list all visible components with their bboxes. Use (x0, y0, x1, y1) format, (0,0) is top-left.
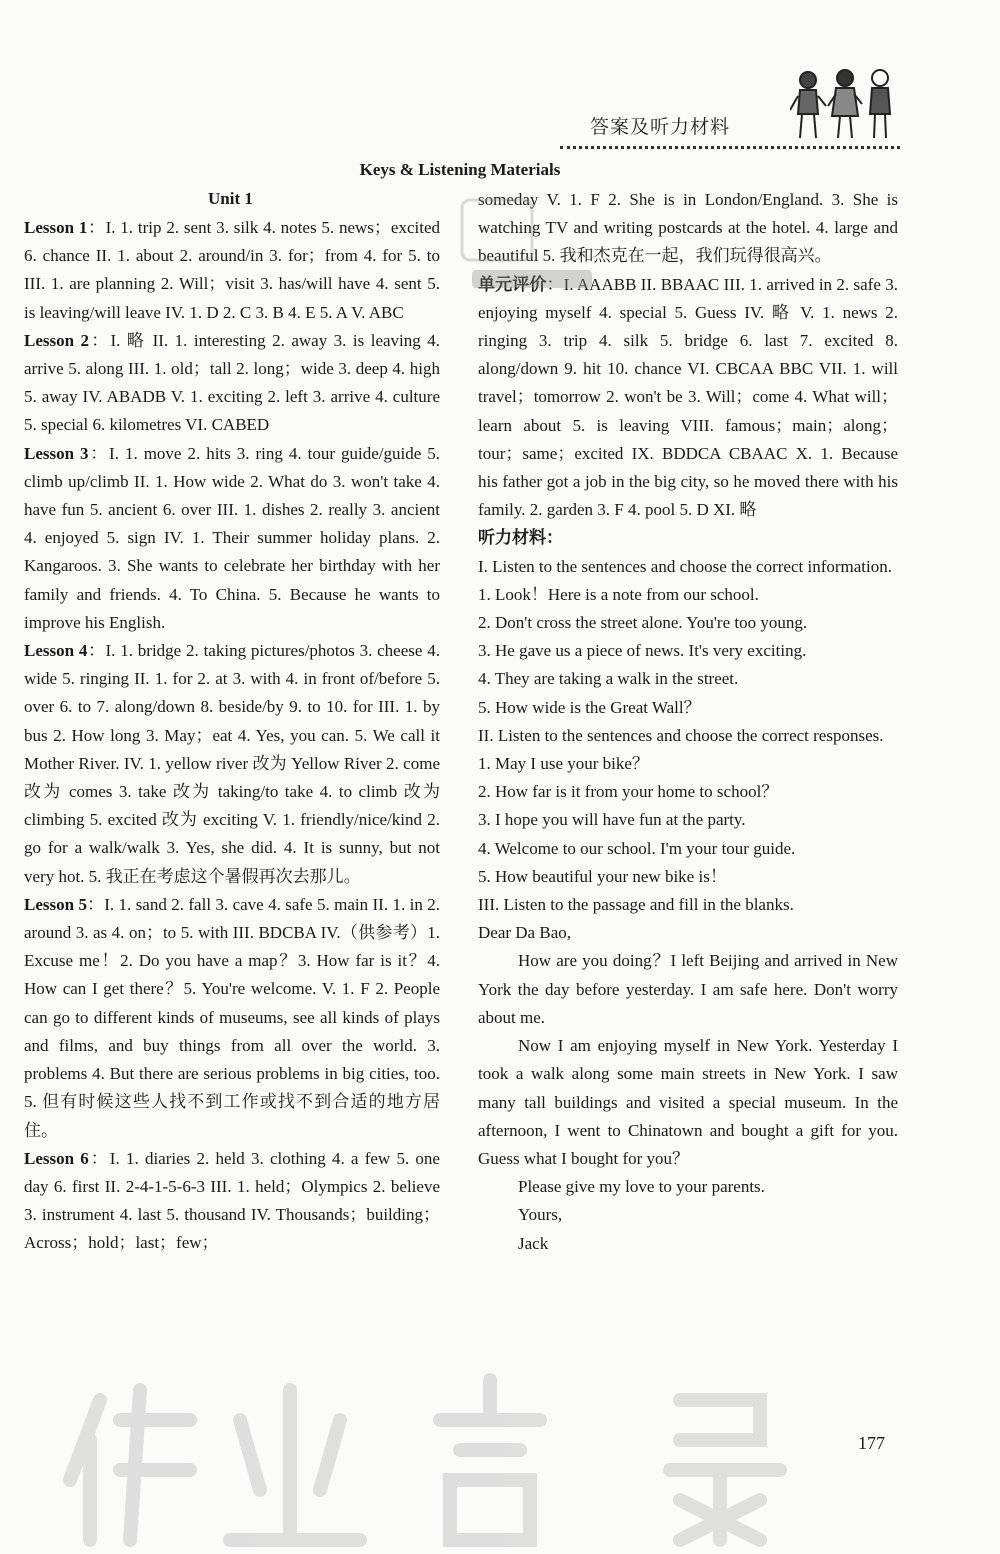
letter-paragraph: Now I am enjoying myself in New York. Yesterday I took a walk along some main streets in New York. I saw many tall buildings and visited a special museum. In the afternoon, I went to Chinatown and bought a gift for you. Guess what I bought for you？ (478, 1036, 898, 1168)
lesson-answers: ：I. 1. move 2. hits 3. ring 4. tour guide/guide 5. climb up/climb II. 1. How wide 2. What do 3. won't take 4. have fun 5. ancient 6. over III. 1. dishes 2. really 3. ancient 4. enjoyed 5. sign IV. 1. Their summer holiday plans. 2. Kangaroos. 3. She wants to celebrate her birthday with her family and friends. 4. To China. 5. Because he wants to improve his English. (24, 443, 440, 632)
lesson-answers: ：I. 1. bridge 2. taking pictures/photos 3. cheese 4. wide 5. ringing II. 1. for 2. at 3. with 4. in front of/before 5. over 6. to 7. along/down 8. beside/by 9. to 10. for III. 1. by bus 2. How long 3. May；eat 4. Yes, you can. 5. We call it Mother River. IV. 1. yellow river 改为 Yellow River 2. come 改为 comes 3. take 改为 taking/to take 4. to climb 改为 climbing 5. excited 改为 exciting V. 1. friendly/nice/kind 2. go for a walk/walk 3. Yes, she did. 4. It is sunny, but not very hot. 5. 我正在考虑这个暑假再次去那儿。 (24, 641, 440, 886)
unit-review (478, 271, 898, 525)
section-intro: III. Listen to the passage and fill in the blanks. (478, 895, 794, 915)
section-intro: II. Listen to the sentences and choose the correct responses. (478, 725, 884, 745)
listening-item: 4. They are taking a walk in the street. (478, 669, 739, 689)
lesson-entry (24, 327, 440, 440)
listening-item: 3. He gave us a piece of news. It's very exciting. (478, 641, 807, 661)
lesson-label: Lesson 5 (24, 894, 87, 914)
listening-item: 2. Don't cross the street alone. You're too young. (478, 613, 808, 633)
letter-closing: Yours, (518, 1205, 563, 1225)
letter-signature: Jack (518, 1233, 549, 1253)
lesson-answers: ：I. 1. diaries 2. held 3. clothing 4. a few 5. one day 6. first II. 2-4-1-5-6-3 III. 1. held；Olympics 2. believe 3. instrument 4. last 5. thousand IV. Thousands；building；Across；hold；last；few； (24, 1148, 440, 1253)
listening-item: 5. How wide is the Great Wall？ (478, 697, 701, 717)
lesson-answers: ：I. 1. trip 2. sent 3. silk 4. notes 5. news；excited 6. chance II. 1. about 2. around/in 3. for；from 4. for 5. to III. 1. are planning 2. Will；visit 3. has/will have 4. sent 5. is leaving/will leave IV. 1. D 2. C 3. B 4. E 5. A V. ABC (24, 218, 440, 322)
unit-title: Unit 1 (208, 189, 253, 208)
lesson-answers: ：I. 1. sand 2. fall 3. cave 4. safe 5. main II. 1. in 2. around 3. as 4. on；to 5. with III. BDCBA IV.（供参考）1. Excuse me！2. Do you have a map？3. How far is it？4. How can I get there？5. You're welcome. V. 1. F 2. People can go to different kinds of museums, see all kinds of plays and films, and buy things from all over the world. 3. problems 4. But there are serious problems in big cities, too. 5. 但有时候这些人找不到工作或找不到合适的地方居住。 (24, 894, 440, 1140)
left-column (24, 214, 440, 1258)
lesson-entry (24, 637, 440, 891)
listening-item: 2. How far is it from your home to school？ (478, 782, 779, 802)
unit-review-answers: ：I. AAABB II. BBAAC III. 1. arrived in 2. safe 3. enjoying myself 4. special 5. Guess IV. 略 V. 1. news 2. ringing 3. trip 4. silk 5. bridge 6. last 7. excited 8. along/down 9. hit 10. chance VI. CBCAA BBC VII. 1. will travel；tomorrow 2. won't be 3. Will；come 4. What will；learn about 5. is leaving VIII. famous；main；along；tour；same；excited IX. BDDCA CBAAC X. 1. Because his father got a job in the big city, so he moved there with his family. 2. garden 3. F 4. pool 5. D XI. 略 (478, 274, 899, 520)
letter-greeting: Dear Da Bao, (478, 923, 571, 943)
lesson-entry (24, 440, 440, 637)
header-divider (560, 146, 900, 149)
listening-item: 1. May I use your bike？ (478, 754, 649, 774)
lesson-label: Lesson 4 (24, 641, 88, 661)
letter-paragraph: How are you doing？I left Beijing and arrived in New York the day before yesterday. I am safe here. Don't worry about me. (478, 951, 898, 1027)
listening-item: 1. Look！Here is a note from our school. (478, 584, 759, 604)
page-heading: Keys & Listening Materials (359, 160, 561, 179)
lesson-answers: ：I. 略 II. 1. interesting 2. away 3. is leaving 4. arrive 5. along III. 1. old；tall 2. long；wide 3. deep 4. high 5. away IV. ABADB V. 1. exciting 2. left 3. arrive 4. culture 5. special 6. kilometres VI. CABED (24, 330, 440, 435)
unit-review-label: 单元评价 (478, 274, 547, 294)
lesson-label: Lesson 6 (24, 1148, 89, 1168)
lesson-label: Lesson 1 (24, 218, 88, 237)
section-intro: I. Listen to the sentences and choose the correct information. (478, 556, 892, 576)
lesson-label: Lesson 2 (24, 330, 90, 350)
lesson-label: Lesson 3 (24, 443, 89, 463)
header-title: 答案及听力材料 (590, 116, 731, 138)
listening-item: 5. How beautiful your new bike is！ (478, 866, 727, 886)
listening-item: 3. I hope you will have fun at the party. (478, 810, 746, 830)
page-header (0, 0, 1000, 160)
lesson-entry (24, 891, 440, 1145)
listening-item: 4. Welcome to our school. I'm your tour guide. (478, 838, 796, 858)
page-number: 177 (858, 1433, 885, 1453)
watermark-logo (60, 1360, 960, 1550)
letter-paragraph: Please give my love to your parents. (518, 1177, 765, 1197)
lesson-continuation: someday V. 1. F 2. She is in London/England. 3. She is watching TV and writing postcards at the hotel. 4. large and beautiful 5. 我和杰克在一起，我们玩得很高兴。 (478, 190, 898, 266)
lesson-entry (24, 1145, 440, 1258)
listening-heading: 听力材料： (478, 528, 563, 548)
lesson-entry (24, 214, 440, 327)
kids-illustration-icon (790, 66, 900, 142)
right-column (478, 186, 898, 1258)
